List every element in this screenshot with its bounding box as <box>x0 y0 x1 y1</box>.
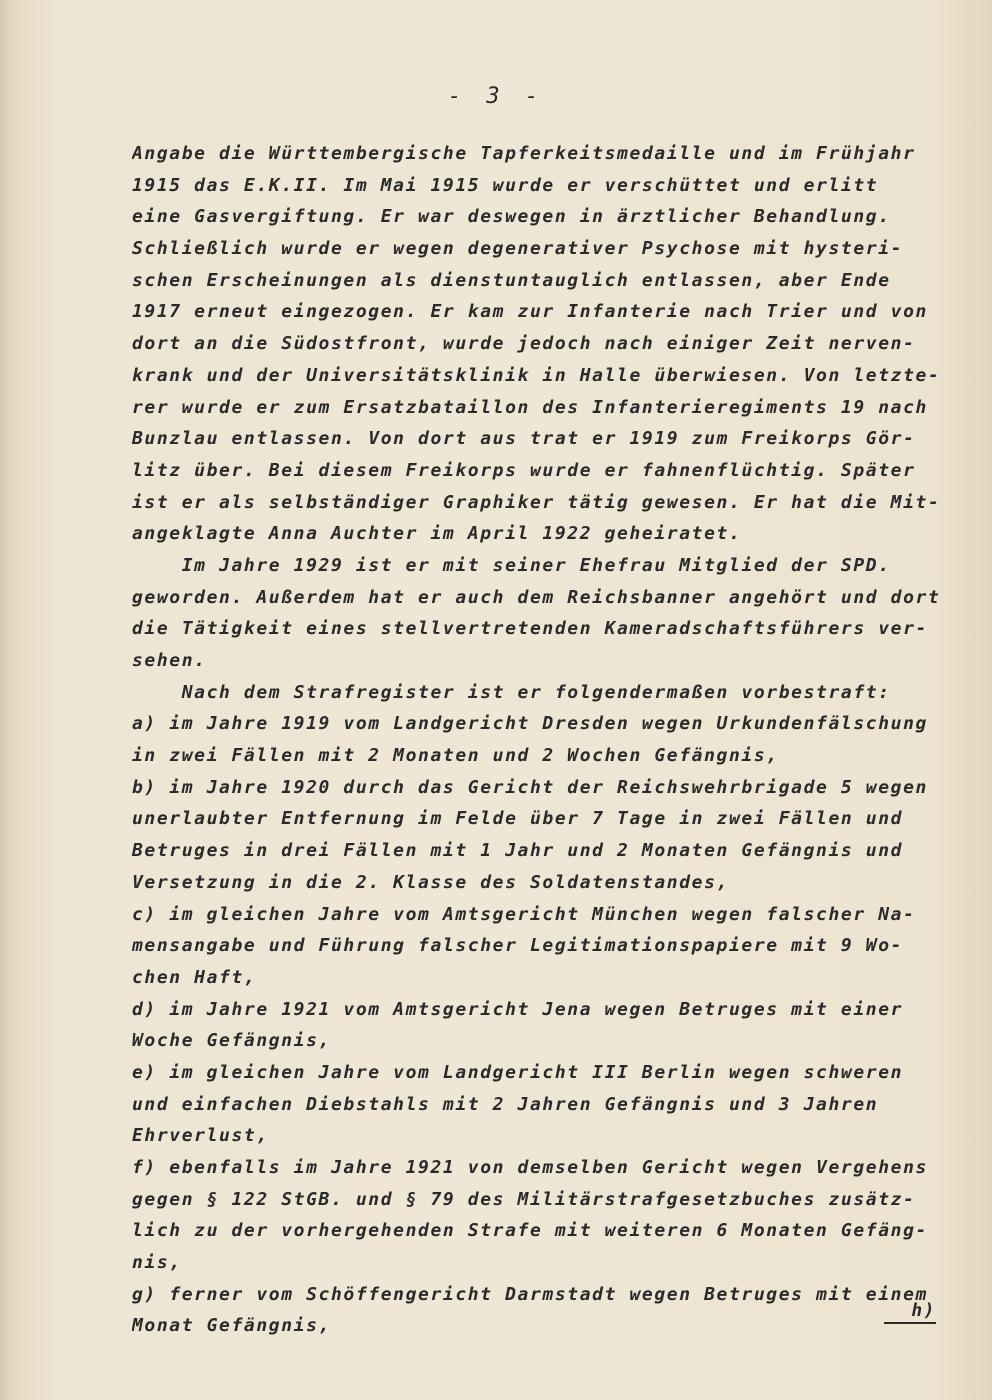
text-line: c) im gleichen Jahre vom Amtsgericht München wegen falscher Na- <box>132 903 916 925</box>
text-line: nis, <box>132 1252 182 1274</box>
catchword-underline <box>884 1322 936 1324</box>
page-number: - 3 - <box>447 84 545 109</box>
text-line: Betruges in drei Fällen mit 1 Jahr und 2 Monaten Gefängnis und <box>132 840 904 862</box>
text-line: e) im gleichen Jahre vom Landgericht III Berlin wegen schweren <box>132 1061 904 1083</box>
text-line: Nach dem Strafregister ist er folgendermaßen vorbestraft: <box>132 681 891 703</box>
text-line: Woche Gefängnis, <box>132 1030 331 1052</box>
text-line: sehen. <box>132 650 207 671</box>
text-line: Bunzlau entlassen. Von dort aus trat er 1919 zum Freikorps Gör- <box>132 428 916 450</box>
text-line: eine Gasvergiftung. Er war deswegen in ärztlicher Behandlung. <box>132 206 891 228</box>
body-text <box>132 138 942 1342</box>
text-line: gegen § 122 StGB. und § 79 des Militärstrafgesetzbuches zusätz- <box>132 1188 916 1210</box>
text-line: ist er als selbständiger Graphiker tätig gewesen. Er hat die Mit- <box>132 491 941 513</box>
text-line: 1915 das E.K.II. Im Mai 1915 wurde er verschüttet und erlitt <box>132 174 879 196</box>
text-line: in zwei Fällen mit 2 Monaten und 2 Wochen Gefängnis, <box>132 745 779 767</box>
text-line: d) im Jahre 1921 vom Amtsgericht Jena wegen Betruges mit einer <box>132 998 904 1020</box>
text-line: Ehrverlust, <box>132 1125 269 1147</box>
text-line: schen Erscheinungen als dienstuntauglich entlassen, aber Ende <box>132 269 891 291</box>
text-line: f) ebenfalls im Jahre 1921 von demselben Gericht wegen Vergehens <box>132 1157 928 1178</box>
text-line: litz über. Bei diesem Freikorps wurde er fahnenflüchtig. Später <box>132 459 916 481</box>
text-line: die Tätigkeit eines stellvertretenden Kameradschaftsführers ver- <box>132 618 928 640</box>
text-line: 1917 erneut eingezogen. Er kam zur Infanterie nach Trier und von <box>132 301 928 323</box>
text-line: dort an die Südostfront, wurde jedoch nach einiger Zeit nerven- <box>132 333 916 355</box>
text-line: chen Haft, <box>132 966 257 988</box>
text-line: a) im Jahre 1919 vom Landgericht Dresden wegen Urkundenfälschung <box>132 713 928 735</box>
text-line: Angabe die Württembergische Tapferkeitsmedaille und im Frühjahr <box>132 143 916 164</box>
page-binding-edge <box>0 0 14 1400</box>
text-line: krank und der Universitätsklinik in Halle überwiesen. Von letzte- <box>132 364 941 386</box>
text-line: lich zu der vorhergehenden Strafe mit weiteren 6 Monaten Gefäng- <box>132 1220 928 1242</box>
text-line: Schließlich wurde er wegen degenerativer Psychose mit hysteri- <box>132 238 904 260</box>
text-line: Monat Gefängnis, <box>132 1315 331 1337</box>
text-line: Im Jahre 1929 ist er mit seiner Ehefrau Mitglied der SPD. <box>132 554 891 576</box>
text-line: Versetzung in die 2. Klasse des Soldatenstandes, <box>132 871 729 893</box>
text-line: b) im Jahre 1920 durch das Gericht der Reichswehrbrigade 5 wegen <box>132 776 928 798</box>
text-line: geworden. Außerdem hat er auch dem Reichsbanner angehört und dort <box>132 586 941 608</box>
text-line: unerlaubter Entfernung im Felde über 7 Tage in zwei Fällen und <box>132 808 904 830</box>
text-line: g) ferner vom Schöffengericht Darmstadt wegen Betruges mit einem <box>132 1283 928 1305</box>
text-line: angeklagte Anna Auchter im April 1922 geheiratet. <box>132 523 742 545</box>
text-line: rer wurde er zum Ersatzbataillon des Infanterieregiments 19 nach <box>132 396 928 418</box>
text-line: und einfachen Diebstahls mit 2 Jahren Gefängnis und 3 Jahren <box>132 1093 879 1115</box>
catchword: h) <box>911 1300 936 1321</box>
text-line: mensangabe und Führung falscher Legitimationspapiere mit 9 Wo- <box>132 935 904 957</box>
